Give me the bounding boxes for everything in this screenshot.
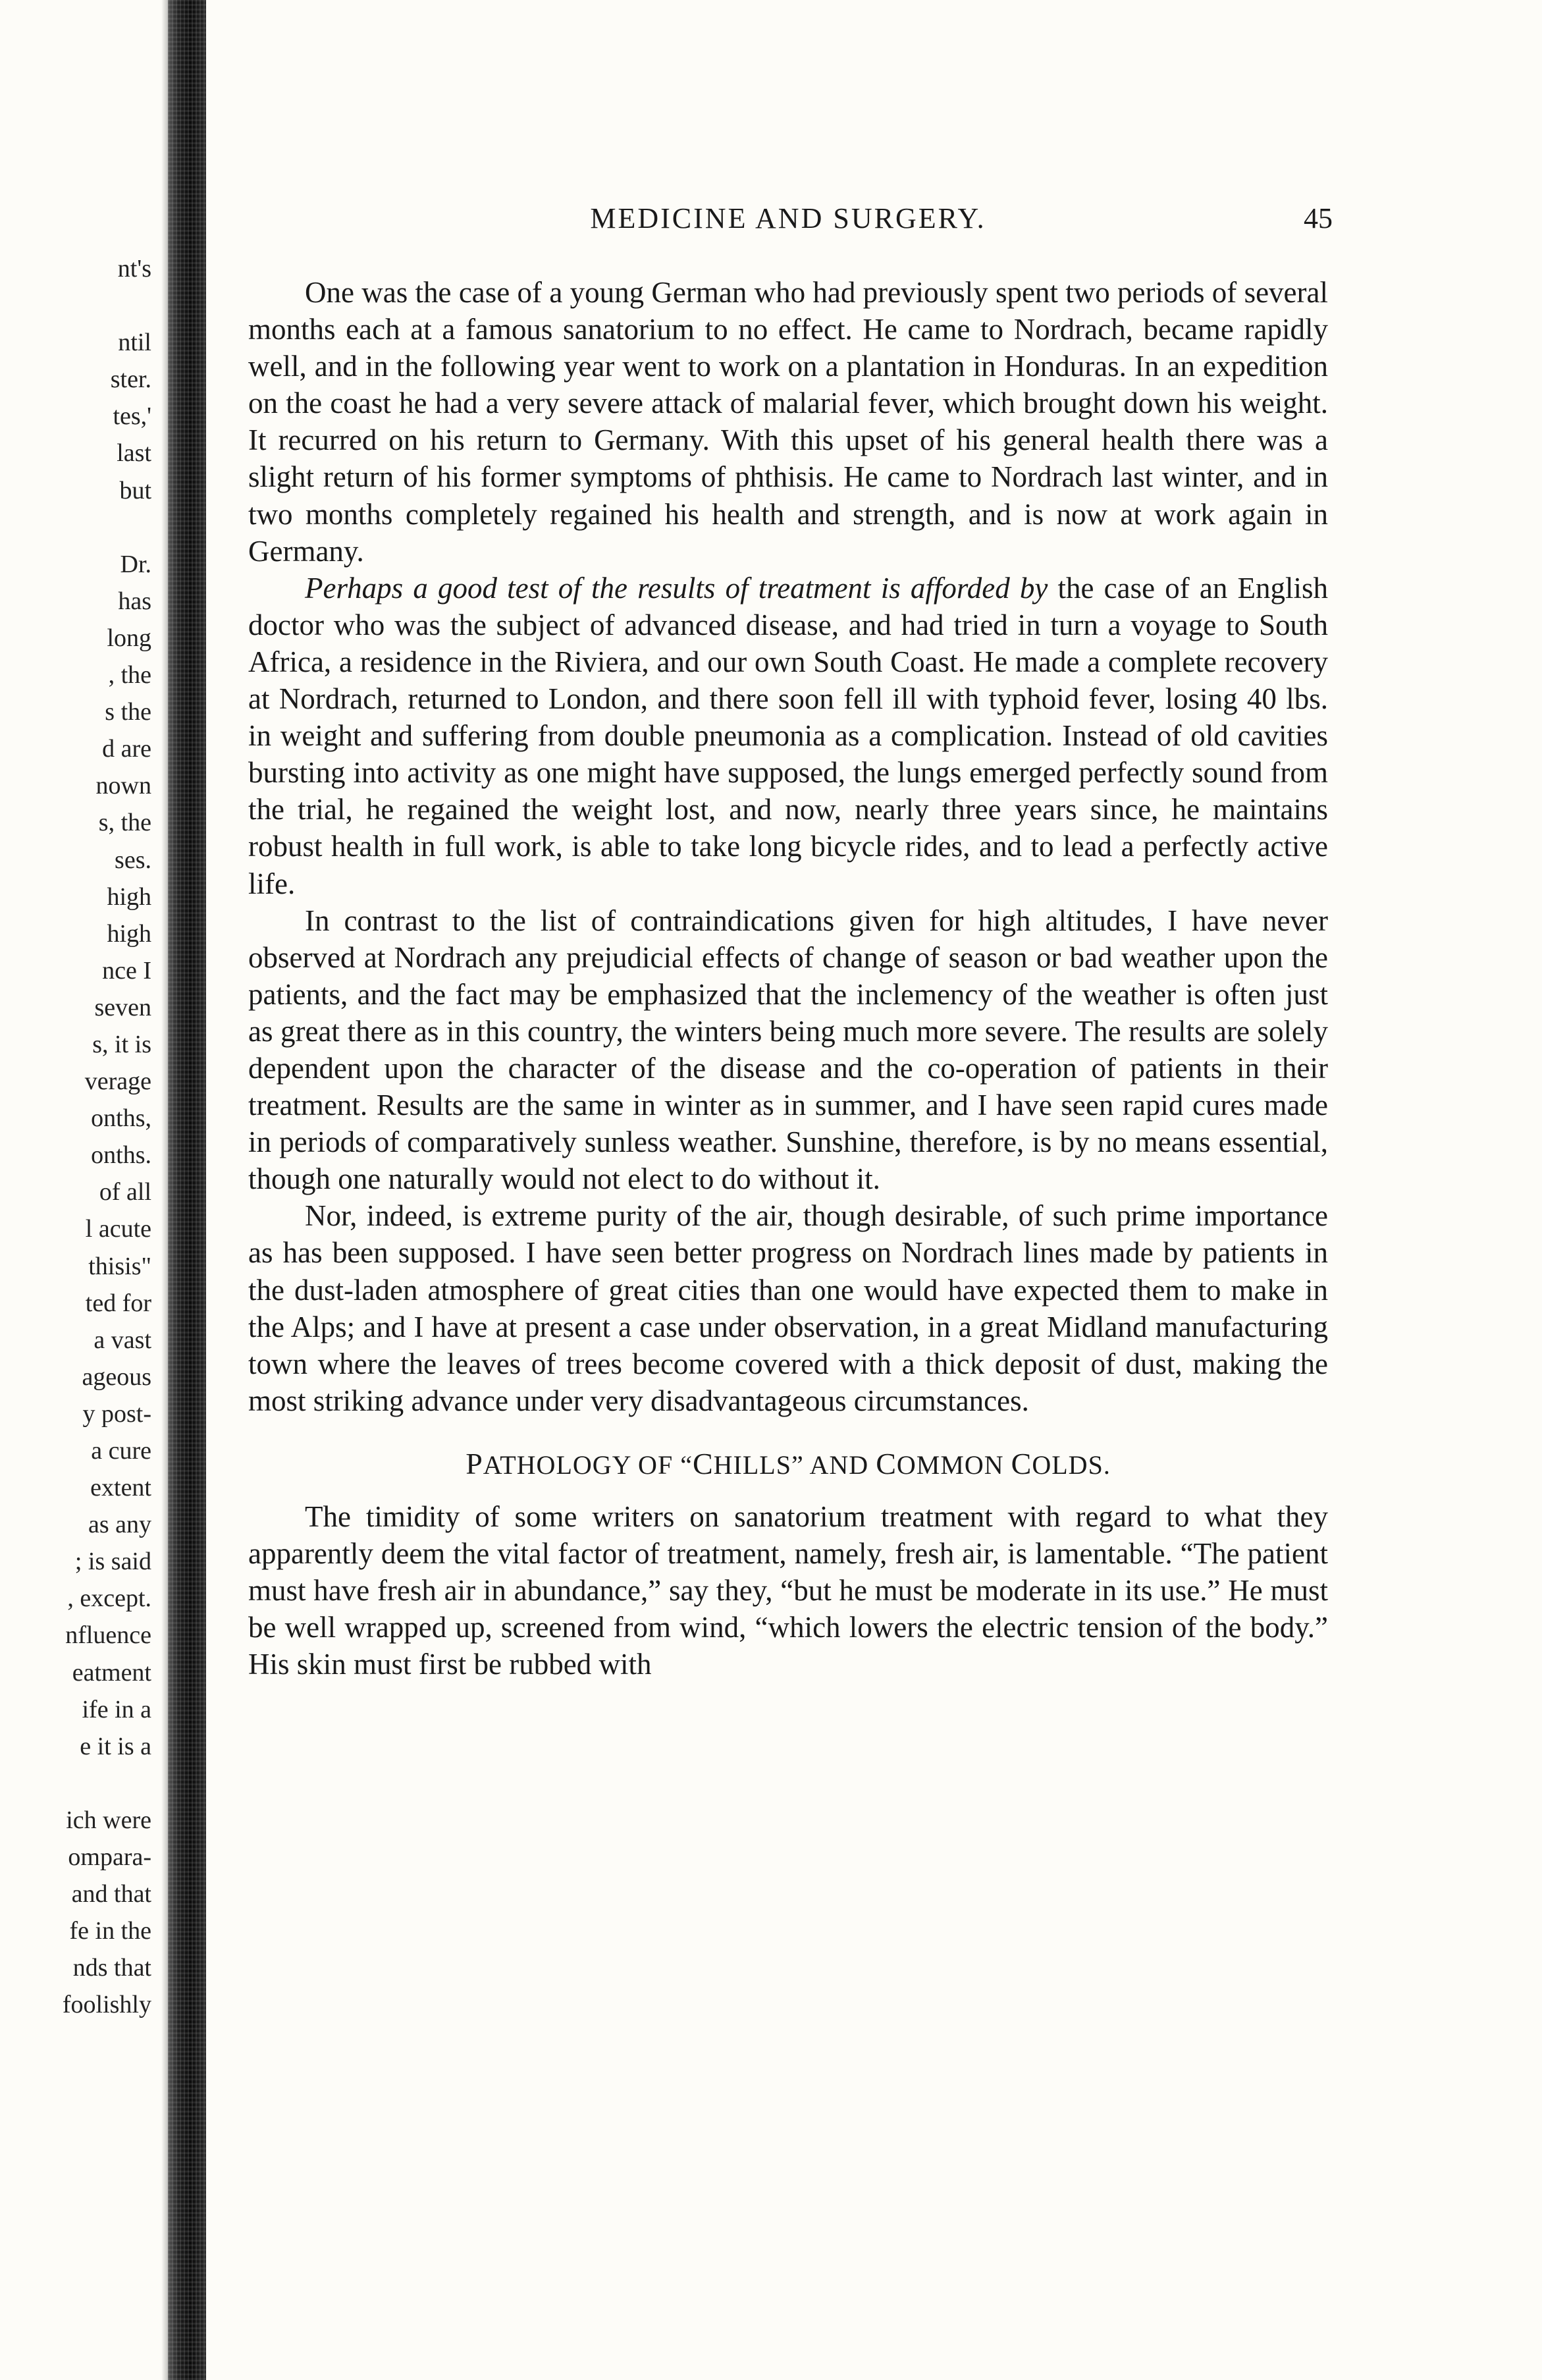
gutter-line: and that <box>71 1880 151 1908</box>
gutter-line: nds that <box>72 1954 151 1982</box>
gutter-line <box>0 287 151 324</box>
gutter-line: nce I <box>102 956 151 985</box>
paragraph <box>248 570 1328 902</box>
heading-text: AND <box>803 1449 876 1480</box>
gutter-line: of all <box>99 1178 151 1206</box>
gutter-line: onths. <box>91 1141 151 1170</box>
gutter-line: s, the <box>98 809 151 837</box>
gutter-line: nfluence <box>65 1621 151 1650</box>
gutter-line: d are <box>102 735 151 763</box>
heading-initial: C <box>876 1446 897 1480</box>
gutter-line: l acute <box>85 1215 151 1243</box>
heading-text: OLDS. <box>1032 1449 1111 1480</box>
gutter-line: a vast <box>93 1326 151 1354</box>
gutter-line <box>0 1765 151 1802</box>
gutter-line: e it is a <box>80 1732 151 1760</box>
gutter-line: high <box>107 919 151 948</box>
gutter-line: s, it is <box>92 1030 151 1058</box>
gutter-line <box>0 509 151 546</box>
gutter-line: ted for <box>85 1289 151 1317</box>
gutter-line: long <box>107 624 151 652</box>
gutter-line: verage <box>84 1068 151 1096</box>
heading-quote: ” <box>791 1449 804 1480</box>
gutter-line: fe in the <box>69 1917 151 1945</box>
gutter-line: ; is said <box>74 1548 151 1576</box>
page-number: 45 <box>1304 202 1333 234</box>
heading-text: ATHOLOGY OF <box>483 1449 674 1480</box>
gutter-line: has <box>118 587 151 615</box>
gutter-line: ife in a <box>82 1695 151 1723</box>
section-heading <box>248 1446 1328 1484</box>
gutter-line: Dr. <box>120 550 151 578</box>
gutter-line: seven <box>94 993 151 1021</box>
gutter-line: y post- <box>82 1399 151 1428</box>
body-text <box>248 274 1328 1683</box>
gutter-line: a cure <box>91 1437 151 1465</box>
gutter-line: onths, <box>91 1104 151 1133</box>
gutter-line: foolishly <box>62 1991 151 2019</box>
paragraph: The timidity of some writers on sanatorium treatment with regard to what they apparently deem the vital factor of treatment, namely, fresh air, is lamentable. “The patient must have fresh air in abundance,” say they, “but he must be moderate in its use.” He must be well wrapped up, screened from wind, “which lowers the electric tension of the body.” His skin must first be rubbed with <box>248 1500 1328 1681</box>
heading-text: HILLS <box>713 1449 791 1480</box>
gutter-line: s the <box>105 698 151 726</box>
paragraph: In contrast to the list of contraindications given for high altitudes, I have never observed at Nordrach any prejudicial effects of change of season or bad weather upon the patients, and the fact may be emphasized that the inclemency of the weather is often just as great there as in this country, the winters being much more severe. The results are solely dependent upon the character of the disease and the co-operation of patients in their treatment. Results are the same in winter as in summer, and I have seen rapid cures made in periods of comparatively sunless weather. Sunshine, therefore, is by no means essential, though one naturally would not elect to do without it. <box>248 904 1328 1196</box>
paragraph: One was the case of a young German who had previously spent two periods of several months each at a famous sanatorium to no effect. He came to Nordrach, became rapidly well, and in the following year went to work on a plantation in Honduras. In an expedition on the coast he had a very severe attack of malarial fever, which brought down his weight. It recurred on his return to Germany. With this upset of his general health there was a slight return of his former symptoms of phthisis. He came to Nordrach last winter, and in two months completely regained his health and strength, and is now at work again in Germany. <box>248 276 1328 568</box>
gutter-line: ses. <box>115 846 151 874</box>
running-title: MEDICINE AND SURGERY. <box>590 202 986 234</box>
gutter-line: but <box>119 476 151 504</box>
running-header <box>244 202 1333 241</box>
left-page-fragment <box>0 250 151 2024</box>
gutter-line: eatment <box>72 1658 151 1687</box>
gutter-line: tes,' <box>113 402 151 431</box>
heading-initial: C <box>692 1446 714 1480</box>
gutter-line: extent <box>90 1474 151 1502</box>
gutter-line: high <box>107 882 151 911</box>
heading-initial: C <box>1011 1446 1032 1480</box>
gutter-line: last <box>117 439 151 468</box>
gutter-line: ntil <box>118 329 151 357</box>
heading-text: OMMON <box>896 1449 1004 1480</box>
gutter-line: thisis" <box>88 1252 151 1280</box>
gutter-line: nown <box>95 772 151 800</box>
heading-quote: “ <box>680 1449 693 1480</box>
italic-lead: Perhaps a good test of the results of treatment is afforded by <box>305 571 1048 605</box>
gutter-line: ich were <box>66 1806 151 1834</box>
gutter-line: ompara- <box>68 1843 151 1872</box>
book-spine <box>168 0 206 2380</box>
gutter-line: ster. <box>110 365 151 394</box>
gutter-line: nt's <box>117 255 151 283</box>
paragraph: Nor, indeed, is extreme purity of the air, though desirable, of such prime importance as has been supposed. I have seen better progress on Nordrach lines made by patients in the dust-laden atmosphere of great cities than one would have expected them to make in the Alps; and I have at present a case under observation, in a great Midland manufacturing town where the leaves of trees become covered with a thick deposit of dust, making the most striking advance under very disadvantageous circumstances. <box>248 1199 1328 1417</box>
gutter-line: as any <box>88 1511 151 1539</box>
heading-initial: P <box>465 1446 483 1480</box>
gutter-line: , the <box>108 661 151 690</box>
paragraph-text: the case of an English doctor who was the subject of advanced disease, and had tried in turn a voyage to South Africa, a residence in the Riviera, and our own South Coast. He made a complete recovery at Nordrach, returned to London, and there soon fell ill with typhoid fever, losing 40 lbs. in weight and suffering from double pneumonia as a complication. Instead of old cavities bursting into activity as one might have supposed, the lungs emerged perfectly sound from the trial, he regained the weight lost, and now, nearly three years since, he maintains robust health in full work, is able to take long bicycle rides, and to lead a perfectly active life. <box>248 571 1329 900</box>
gutter-line: ageous <box>82 1363 151 1391</box>
gutter-line: , except. <box>67 1584 151 1613</box>
